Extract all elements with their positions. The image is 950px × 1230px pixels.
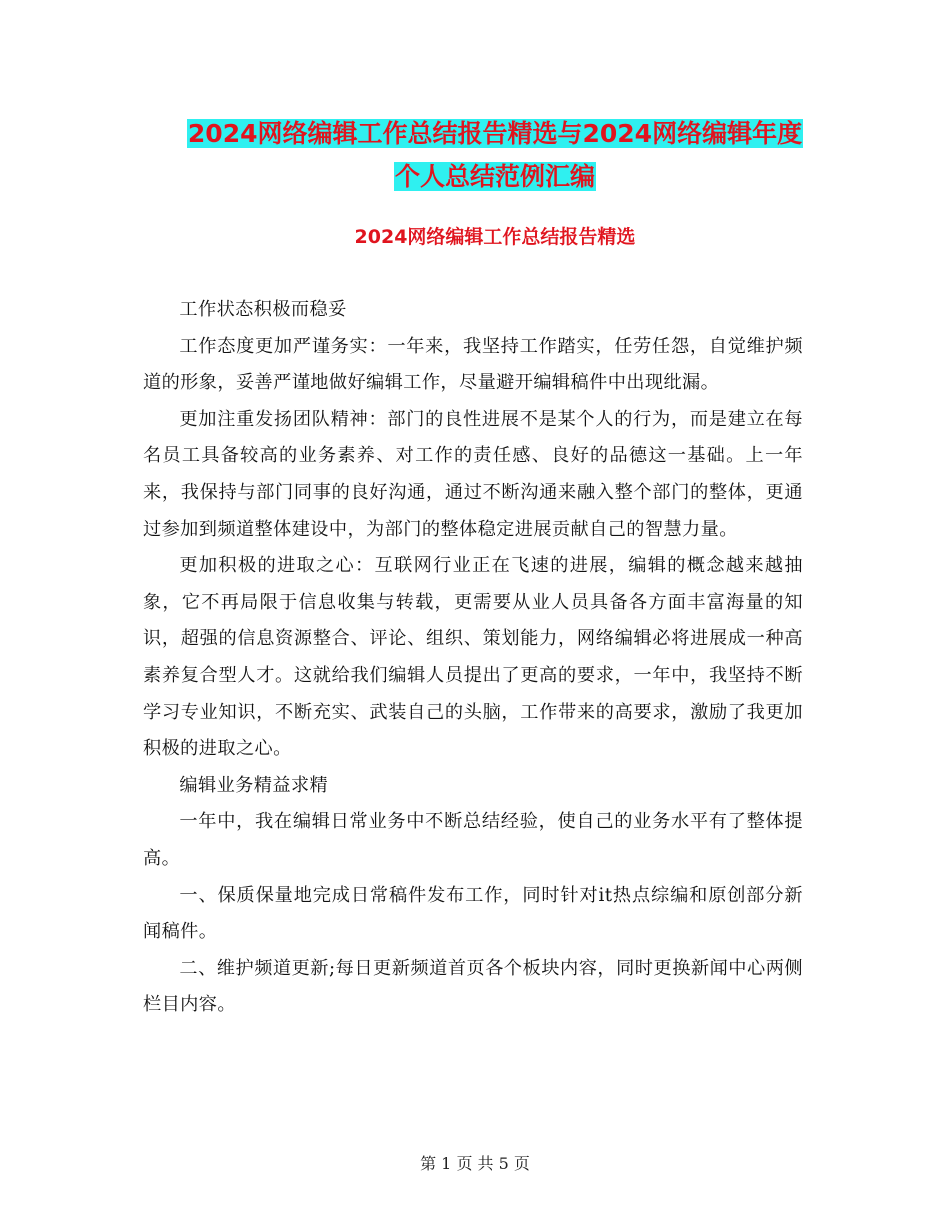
body-paragraph: 编辑业务精益求精 — [179, 774, 329, 796]
document-title-line-1: 2024网络编辑工作总结报告精选与2024网络编辑年度 — [187, 119, 803, 148]
page-number-footer: 第 1 页 共 5 页 — [420, 1154, 530, 1173]
body-paragraph: 工作态度更加严谨务实：一年来，我坚持工作踏实，任劳任怨，自觉维护频道的形象，妥善严谨地做好编辑工作，尽量避开编辑稿件中出现纰漏。 — [143, 335, 803, 394]
section-title: 2024网络编辑工作总结报告精选 — [354, 226, 636, 248]
body-paragraph: 二、维护频道更新;每日更新频道首页各个板块内容，同时更换新闻中心两侧栏目内容。 — [143, 957, 803, 1016]
body-paragraph: 更加注重发扬团队精神：部门的良性进展不是某个人的行为，而是建立在每名员工具备较高的业务素养、对工作的责任感、良好的品德这一基础。上一年来，我保持与部门同事的良好沟通，通过不断沟通来融入整个部门的整体，更通过参加到频道整体建设中，为部门的整体稳定进展贡献自己的智慧力量。 — [143, 408, 803, 540]
document-title — [140, 112, 850, 198]
body-paragraph: 一年中，我在编辑日常业务中不断总结经验，使自己的业务水平有了整体提高。 — [143, 811, 803, 869]
body-paragraph: 一、保质保量地完成日常稿件发布工作，同时针对it热点综编和原创部分新闻稿件。 — [143, 884, 803, 943]
body-paragraph: 更加积极的进取之心：互联网行业正在飞速的进展，编辑的概念越来越抽象，它不再局限于信息收集与转载，更需要从业人员具备各方面丰富海量的知识，超强的信息资源整合、评论、组织、策划能力，网络编辑必将进展成一种高素养复合型人才。这就给我们编辑人员提出了更高的要求，一年中，我坚持不断学习专业知识，不断充实、武装自己的头脑，工作带来的高要求，激励了我更加积极的进取之心。 — [143, 555, 803, 760]
document-body — [143, 292, 803, 1024]
body-paragraph: 工作状态积极而稳妥 — [179, 299, 347, 320]
document-title-line-2: 个人总结范例汇编 — [394, 162, 595, 191]
